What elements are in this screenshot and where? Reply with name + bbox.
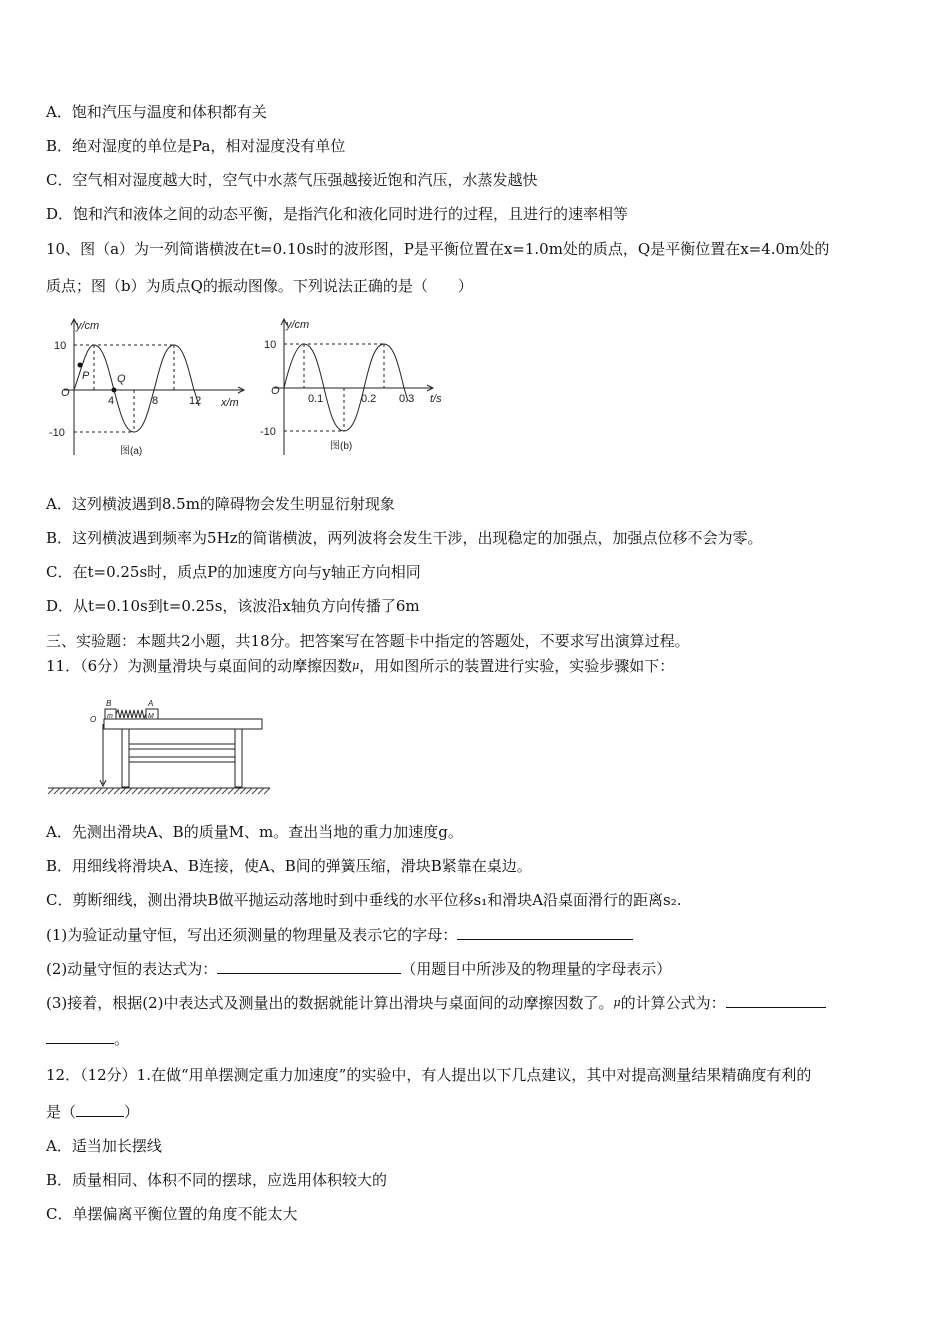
q12-answer-blank[interactable]: [76, 1102, 124, 1117]
label-m-big: M: [148, 713, 154, 720]
fig-a-ylabel: y/cm: [76, 320, 100, 332]
q12-stem-text: 是（: [46, 1103, 77, 1121]
q12-option-c: C．单摆偏离平衡位置的角度不能太大: [46, 1205, 298, 1223]
q11-sub3-text: (3)接着，根据(2)中表达式及测量出的数据就能计算出滑块与桌面间的动摩擦因数了。: [46, 994, 614, 1012]
label-a: A: [148, 699, 154, 708]
mu-symbol-2: μ: [613, 996, 621, 1009]
label-q: Q: [117, 373, 126, 385]
q11-sub3-text-b: 的计算公式为：: [620, 994, 726, 1012]
q12-option-a: A．适当加长摆线: [46, 1137, 162, 1155]
wave-graph-a: [44, 312, 254, 462]
q11-sub3-blank[interactable]: [726, 993, 826, 1008]
fig-a-ytick-pos: 10: [54, 340, 67, 352]
q10-option-a: A．这列横波遇到8.5m的障碍物会发生明显衍射现象: [46, 495, 395, 513]
q11-sub1-text: (1)为验证动量守恒，写出还须测量的物理量及表示它的字母：: [46, 926, 458, 944]
fig-a-ytick-neg: -10: [49, 427, 65, 439]
section-3-heading: 三、实验题：本题共2小题，共18分。把答案写在答题卡中指定的答题处，不要求写出演算过程。: [46, 632, 690, 650]
fig-b-ytick-pos: 10: [264, 339, 277, 351]
label-o: O: [90, 715, 97, 724]
q10-stem-line2: 质点；图（b）为质点Q的振动图像。下列说法正确的是（ ）: [46, 277, 473, 295]
q11-sub3: [46, 993, 910, 1013]
q11-sub3-blank-cont[interactable]: [46, 1029, 114, 1044]
q11-stem-end: ，用如图所示的装置进行实验，实验步骤如下：: [359, 657, 675, 675]
q9-option-b: B．绝对湿度的单位是Pa，相对湿度没有单位: [46, 137, 346, 155]
q11-step-c: C．剪断细线，测出滑块B做平抛运动落地时到中垂线的水平位移s₁和滑块A沿桌面滑行的距离s₂.: [46, 891, 682, 909]
fig-a-origin: O: [61, 387, 70, 399]
vibration-graph-b: [258, 312, 458, 462]
q9-option-d: D．饱和汽和液体之间的动态平衡，是指汽化和液化同时进行的过程，且进行的速率相等: [46, 205, 629, 223]
table-apparatus-figure: [44, 694, 274, 798]
q11-sub2-note: （用题目中所涉及的物理量的字母表示）: [401, 960, 672, 978]
q10-stem-line1: 10、图（a）为一列简谐横波在t=0.10s时的波形图，P是平衡位置在x=1.0m处的质点，Q是平衡位置在x=4.0m处的: [46, 240, 830, 258]
q11-sub2-blank[interactable]: [217, 959, 401, 974]
q12-option-b: B．质量相同、体积不同的摆球，应选用体积较大的: [46, 1171, 388, 1189]
label-p: P: [82, 370, 90, 382]
fig-a-xlabel: x/m: [221, 397, 239, 409]
label-b: B: [106, 699, 112, 708]
fig-b-ylabel: y/cm: [286, 319, 310, 331]
fig-b-caption: 图(b): [330, 441, 353, 452]
fig-a-xtick-8: 8: [152, 395, 159, 407]
fig-a-wave-curve: [74, 345, 202, 432]
mu-symbol: μ: [352, 659, 360, 672]
fig-b-xtick-0-1: 0.1: [308, 393, 324, 405]
q11-sub3-end: 。: [114, 1030, 130, 1048]
fig-b-xlabel: t/s: [430, 393, 442, 405]
q11-sub1-blank[interactable]: [457, 925, 633, 940]
q10-option-c: C．在t=0.25s时，质点P的加速度方向与y轴正方向相同: [46, 563, 421, 581]
q10-option-b: B．这列横波遇到频率为5Hz的简谐横波，两列波将会发生干涉，出现稳定的加强点，加强点位移不会为零。: [46, 529, 763, 547]
fig-a-caption: 图(a): [120, 446, 143, 457]
point-q-marker: [112, 388, 117, 393]
q11-stem: [46, 656, 910, 676]
q9-option-a: A．饱和汽压与温度和体积都有关: [46, 103, 267, 121]
q12-stem-end: ）: [124, 1103, 140, 1121]
point-p-marker: [78, 363, 83, 368]
q11-sub1: [46, 925, 910, 945]
q11-sub2-text: (2)动量守恒的表达式为：: [46, 960, 218, 978]
table-leg-right: [235, 729, 242, 787]
q10-option-d: D．从t=0.10s到t=0.25s，该波沿x轴负方向传播了6m: [46, 597, 420, 615]
fig-a-xtick-12: 12: [189, 395, 202, 407]
q11-step-a: A．先测出滑块A、B的质量M、m。查出当地的重力加速度g。: [46, 823, 463, 841]
fig-b-origin: O: [271, 385, 280, 397]
q11-step-b: B．用细线将滑块A、B连接，使A、B间的弹簧压缩，滑块B紧靠在桌边。: [46, 857, 532, 875]
q12-stem-line2: [46, 1102, 910, 1122]
ground-hatch: [48, 788, 270, 794]
fig-b-xtick-0-2: 0.2: [361, 393, 377, 405]
fig-b-xtick-0-3: 0.3: [399, 393, 415, 405]
tabletop: [104, 719, 262, 729]
fig-a-xtick-4: 4: [108, 395, 115, 407]
q9-option-c: C．空气相对湿度越大时，空气中水蒸气压强越接近饱和汽压，水蒸发越快: [46, 171, 538, 189]
fig-b-ytick-neg: -10: [260, 426, 276, 438]
q11-sub3-continued: [46, 1029, 910, 1049]
q11-stem-text: 11．（6分）为测量滑块与桌面间的动摩擦因数: [46, 657, 353, 675]
table-leg-left: [122, 729, 129, 787]
spring: [116, 710, 146, 718]
label-m-small: m: [107, 713, 113, 720]
q12-stem-line1: 12．（12分）1.在做“用单摆测定重力加速度”的实验中，有人提出以下几点建议，其中对提高测量结果精确度有利的: [46, 1066, 812, 1084]
q11-sub2: [46, 959, 910, 979]
